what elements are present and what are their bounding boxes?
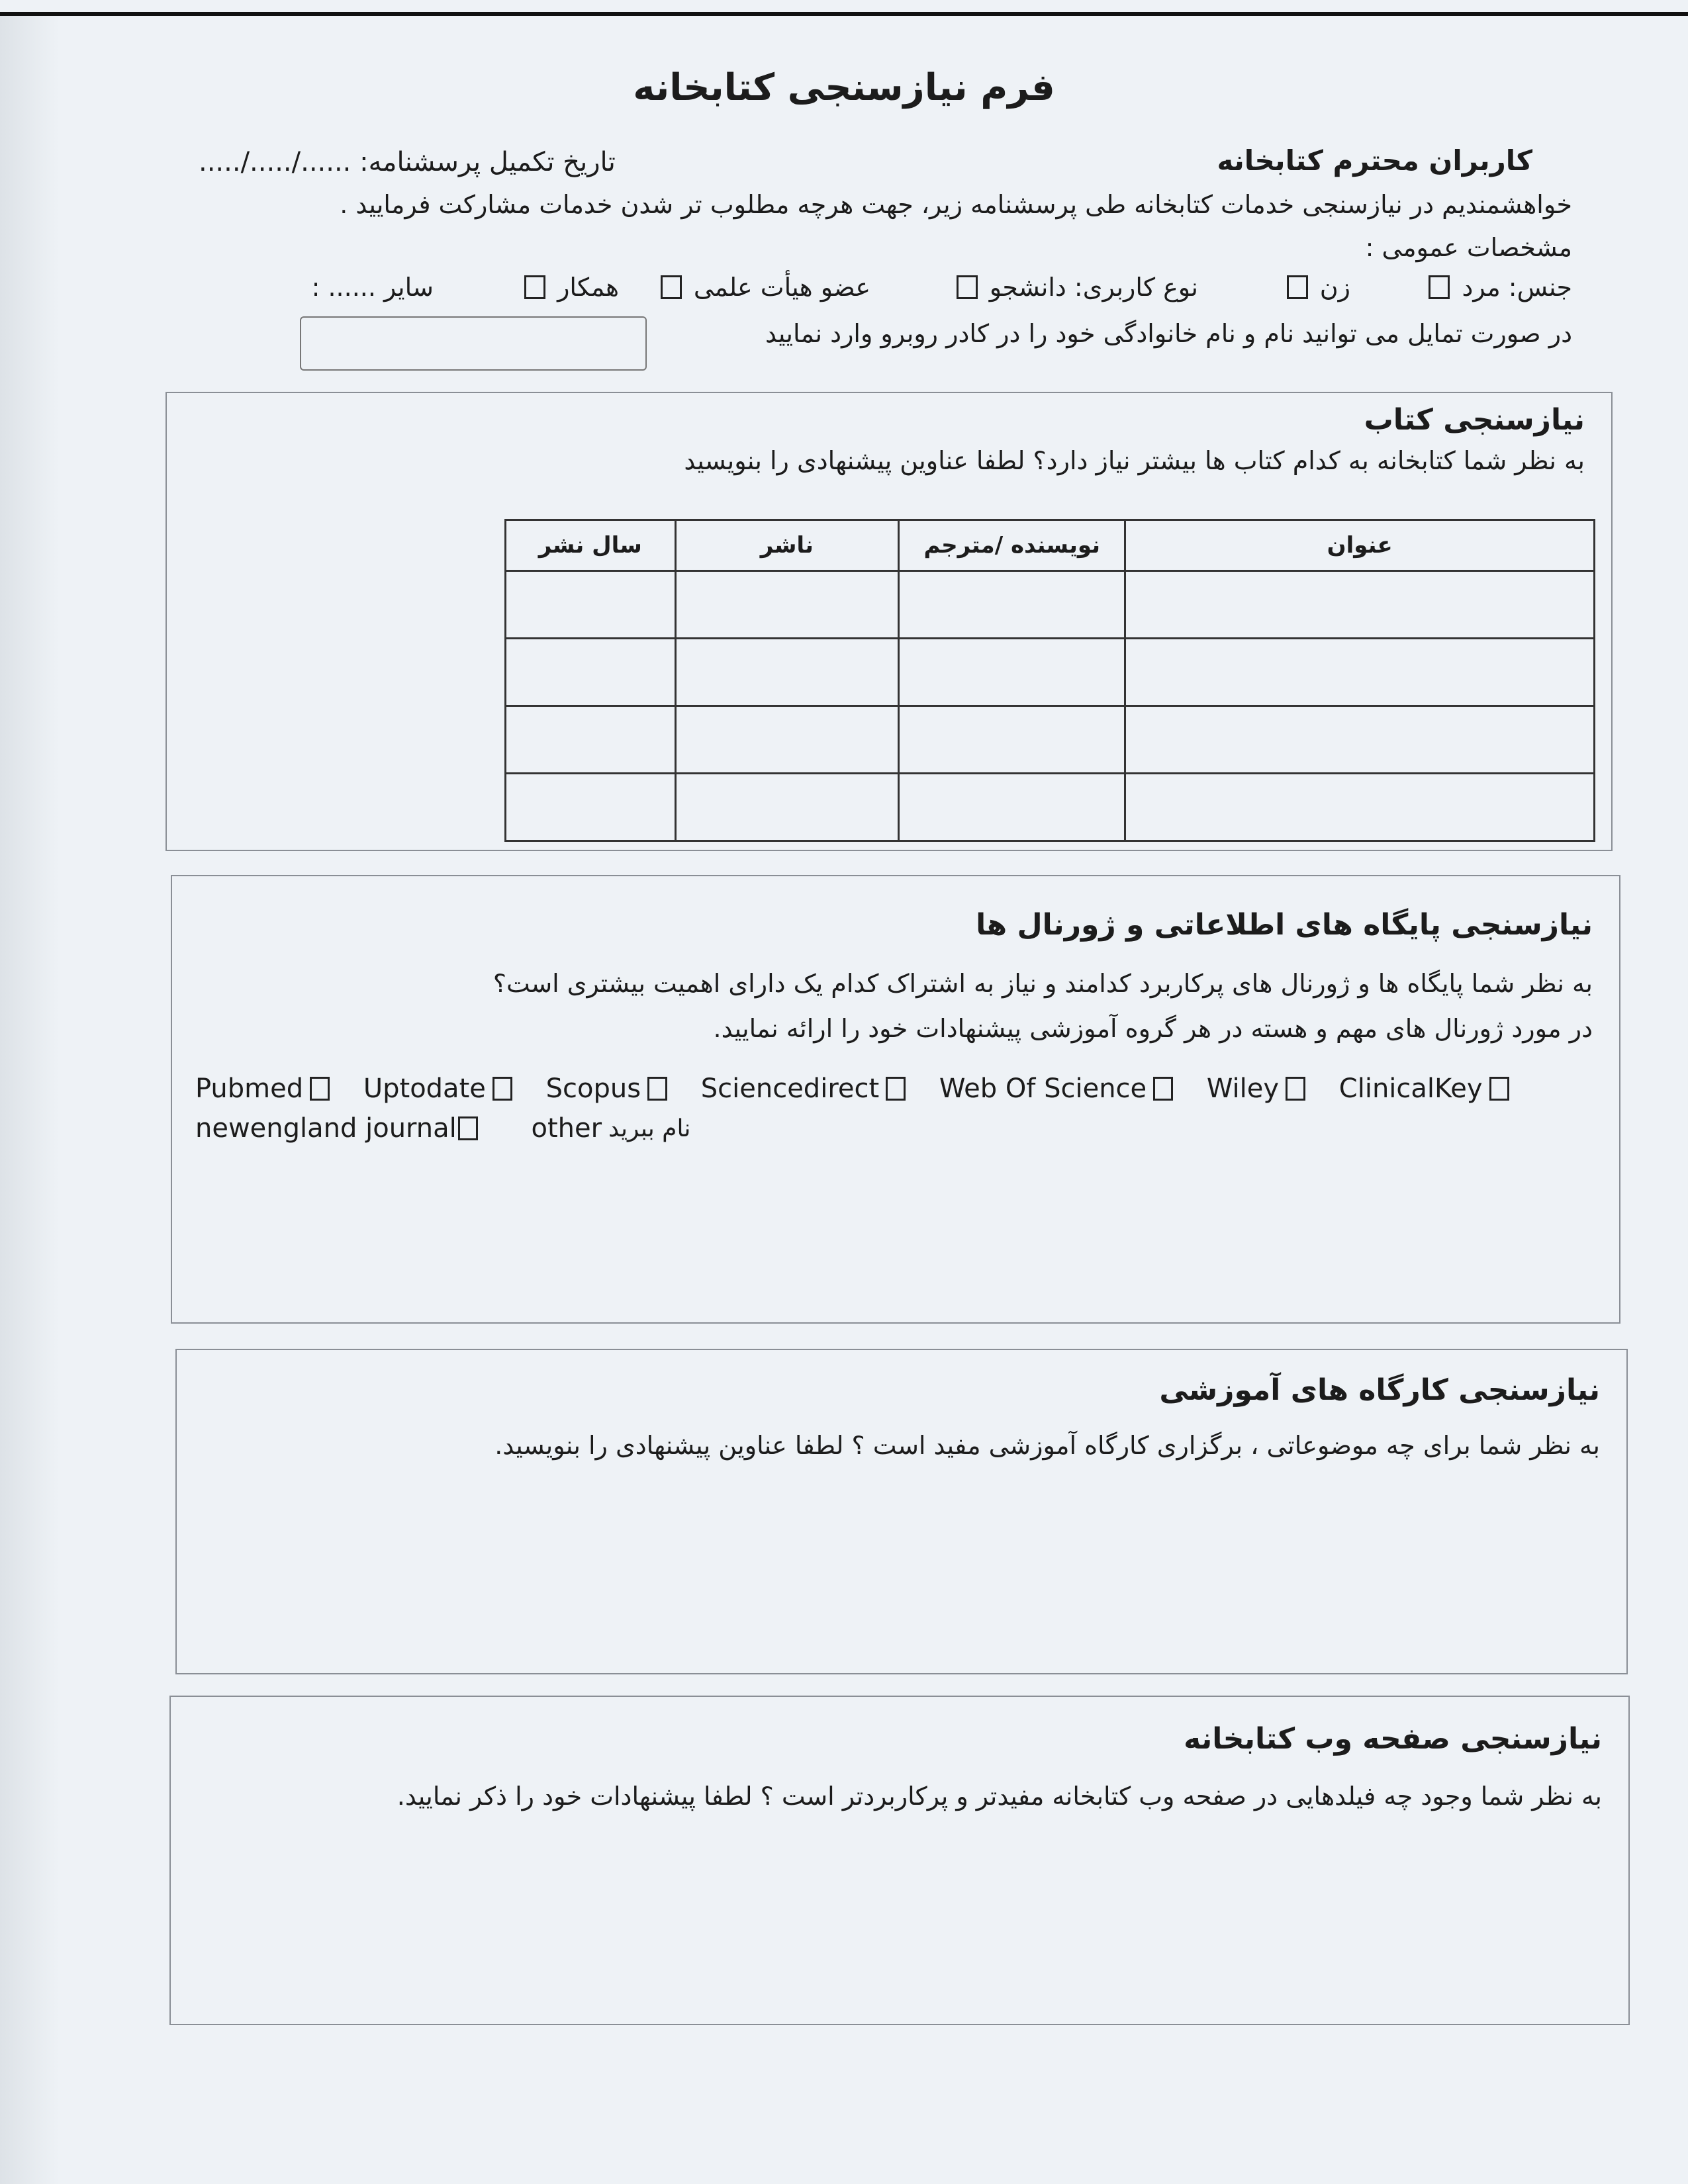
table-cell[interactable] <box>899 639 1125 706</box>
table-cell[interactable] <box>899 571 1125 639</box>
option-scopus-label: Scopus <box>545 1073 641 1104</box>
workshops-section-title: نیازسنجی کارگاه های آموزشی <box>1159 1373 1600 1407</box>
gender-male-label: جنس: مرد <box>1462 273 1572 302</box>
name-input-box[interactable] <box>300 316 647 371</box>
usertype-faculty-option[interactable] <box>661 273 870 302</box>
option-clinicalkey[interactable] <box>1339 1073 1509 1104</box>
table-row <box>506 639 1595 706</box>
table-row <box>506 774 1595 841</box>
scan-left-shadow <box>0 16 60 2184</box>
table-cell[interactable] <box>1125 571 1595 639</box>
usertype-student-option[interactable] <box>957 273 1198 302</box>
website-question: به نظر شما وجود چه فیلدهایی در صفحه وب کتابخانه مفیدتر و پرکاربردتر است ؟ لطفا پیشنهادات خود را ذکر نمایید. <box>397 1782 1602 1811</box>
databases-question-2: در مورد ژورنال های مهم و هسته در هر گروه آموزشی پیشنهادات خود را ارائه نمایید. <box>713 1014 1593 1043</box>
table-cell[interactable] <box>675 571 899 639</box>
option-other-hint: نام ببرید <box>608 1115 691 1142</box>
general-info-label: مشخصات عمومی : <box>1365 233 1572 262</box>
books-table-header <box>506 520 1595 571</box>
option-scopus[interactable] <box>546 1073 667 1104</box>
gender-male-checkbox[interactable] <box>1429 275 1450 299</box>
option-scopus-checkbox[interactable] <box>647 1077 667 1101</box>
table-cell[interactable] <box>675 774 899 841</box>
greeting: کاربران محترم کتابخانه <box>1217 144 1532 177</box>
col-publisher: ناشر <box>675 520 899 571</box>
usertype-staff-option[interactable] <box>524 273 619 302</box>
demographics-options <box>116 273 1572 312</box>
website-section <box>169 1696 1630 2025</box>
option-uptodate-label: Uptodate <box>363 1073 486 1104</box>
table-cell[interactable] <box>1125 639 1595 706</box>
gender-female-checkbox[interactable] <box>1287 275 1308 299</box>
gender-male-option[interactable] <box>1429 273 1572 302</box>
option-pubmed[interactable] <box>195 1073 330 1104</box>
books-section <box>165 392 1613 851</box>
option-web-of-science[interactable] <box>939 1073 1173 1104</box>
option-sciencedirect[interactable] <box>701 1073 906 1104</box>
workshops-question: به نظر شما برای چه موضوعاتی ، برگزاری کارگاه آموزشی مفید است ؟ لطفا عناوین پیشنهادی را بنویسید. <box>494 1431 1600 1460</box>
option-nejm-checkbox[interactable] <box>458 1116 478 1140</box>
date-field[interactable]: تاریخ تکمیل پرسشنامه: ....../...../..... <box>199 147 616 177</box>
database-options-row-1 <box>195 1073 1534 1104</box>
option-other-label: other <box>531 1113 602 1144</box>
table-cell[interactable] <box>899 774 1125 841</box>
table-cell[interactable] <box>506 774 676 841</box>
table-cell[interactable] <box>675 639 899 706</box>
table-row <box>506 706 1595 774</box>
books-section-title: نیازسنجی کتاب <box>1364 403 1585 437</box>
option-sciencedirect-label: Sciencedirect <box>700 1073 880 1104</box>
option-pubmed-label: Pubmed <box>195 1073 304 1104</box>
usertype-student-label: نوع کاربری: دانشجو <box>989 273 1198 302</box>
option-wiley[interactable] <box>1207 1073 1305 1104</box>
option-clinicalkey-label: ClinicalKey <box>1338 1073 1483 1104</box>
usertype-staff-label: همکار <box>557 273 619 302</box>
table-cell[interactable] <box>1125 774 1595 841</box>
option-wiley-label: Wiley <box>1206 1073 1280 1104</box>
table-cell[interactable] <box>506 706 676 774</box>
name-hint: در صورت تمایل می توانید نام و نام خانوادگی خود را در کادر روبرو وارد نمایید <box>765 319 1572 348</box>
workshops-section <box>175 1349 1628 1674</box>
option-pubmed-checkbox[interactable] <box>310 1077 330 1101</box>
usertype-staff-checkbox[interactable] <box>524 275 545 299</box>
usertype-other-label: سایر ...... : <box>311 273 434 302</box>
usertype-faculty-label: عضو هیأت علمی <box>693 273 870 302</box>
option-web-of-science-checkbox[interactable] <box>1153 1077 1173 1101</box>
col-author: نویسنده /مترجم <box>899 520 1125 571</box>
database-options-row-2 <box>195 1113 716 1144</box>
gender-female-option[interactable] <box>1287 273 1350 302</box>
option-uptodate-checkbox[interactable] <box>492 1077 512 1101</box>
usertype-faculty-checkbox[interactable] <box>661 275 682 299</box>
scan-top-edge <box>0 12 1688 16</box>
table-cell[interactable] <box>506 571 676 639</box>
books-table <box>504 519 1595 842</box>
usertype-other-option[interactable] <box>312 273 434 302</box>
col-title: عنوان <box>1125 520 1595 571</box>
databases-section <box>171 875 1620 1324</box>
databases-section-title: نیازسنجی پایگاه های اطلاعاتی و ژورنال ها <box>976 908 1593 942</box>
table-cell[interactable] <box>675 706 899 774</box>
option-nejm[interactable] <box>195 1113 478 1144</box>
intro-text: خواهشمندیم در نیازسنجی خدمات کتابخانه طی پرسشنامه زیر، جهت هرچه مطلوب تر شدن خدمات مشارکت فرمایید . <box>340 190 1572 219</box>
table-cell[interactable] <box>1125 706 1595 774</box>
table-cell[interactable] <box>506 639 676 706</box>
books-question: به نظر شما کتابخانه به کدام کتاب ها بیشتر نیاز دارد؟ لطفا عناوین پیشنهادی را بنویسید <box>684 446 1585 475</box>
website-section-title: نیازسنجی صفحه وب کتابخانه <box>1184 1722 1602 1756</box>
table-cell[interactable] <box>899 706 1125 774</box>
option-wiley-checkbox[interactable] <box>1286 1077 1305 1101</box>
option-nejm-label: newengland journal <box>195 1113 457 1144</box>
option-clinicalkey-checkbox[interactable] <box>1489 1077 1509 1101</box>
col-year: سال نشر <box>506 520 676 571</box>
option-web-of-science-label: Web Of Science <box>939 1073 1147 1104</box>
option-sciencedirect-checkbox[interactable] <box>886 1077 906 1101</box>
option-other[interactable] <box>531 1113 690 1144</box>
gender-female-label: زن <box>1319 273 1350 302</box>
databases-question-1: به نظر شما پایگاه ها و ژورنال های پرکاربرد کدامند و نیاز به اشتراک کدام یک دارای اهمیت بیشتری است؟ <box>492 969 1593 998</box>
table-row <box>506 571 1595 639</box>
usertype-student-checkbox[interactable] <box>957 275 978 299</box>
option-uptodate[interactable] <box>363 1073 512 1104</box>
page-title: فرم نیازسنجی کتابخانه <box>633 66 1055 109</box>
